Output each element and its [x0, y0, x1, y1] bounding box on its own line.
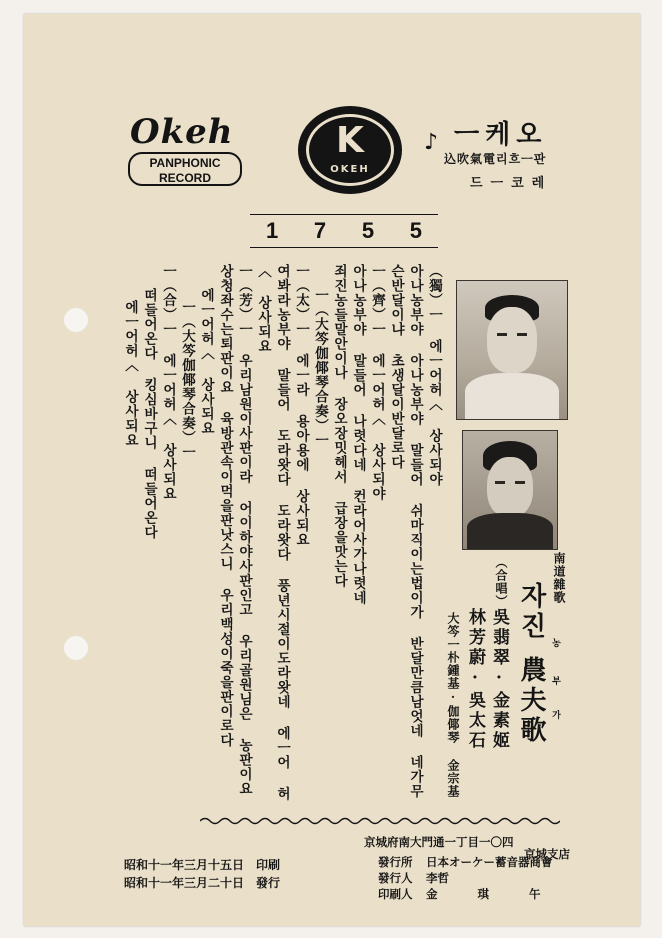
title-ruby: 농	[550, 638, 560, 648]
binder-hole-bottom	[64, 636, 88, 660]
song-title-korean: 자진	[516, 582, 546, 642]
okeh-k-emblem	[298, 106, 402, 194]
lyric-line: （獨）ㅡ 에ㅡ어허〈 상사되야	[426, 264, 442, 487]
singer-portrait-bottom	[462, 430, 558, 550]
publisher-label: 發行所	[378, 855, 413, 869]
printer-label: 印刷人	[378, 887, 413, 901]
panphonic-record-label	[128, 152, 242, 186]
singers-line-2: 林芳蔚·吳太石	[465, 608, 485, 751]
lyric-line: 아나농부야 말들어 나렷다네 컨라어사가나렷네	[350, 264, 366, 605]
lyric-line: ㅡ（齊）ㅡ 에ㅡ어허〈 상사되야	[369, 264, 385, 501]
music-note-icon: ♪	[424, 130, 439, 155]
lyric-line: 떠들어온다 킹심바구니 떠들어온다	[141, 288, 157, 540]
lyric-line: 여봐라농부야 말들어 도라왓다 도라왓다 풍년시절이도라왓네 에ㅡ어 허	[274, 264, 290, 801]
catalog-digit: 7	[313, 218, 327, 243]
record-box-line-2: RECORD	[158, 171, 211, 185]
lyric-line: ㅡ（芳）ㅡ 우리남원이사판이라 어이하야사판인고 우리골원님은 농판이요	[236, 264, 252, 796]
korean-subtitle-record: 레코ㅡ드	[470, 176, 553, 191]
emblem-letter: K	[336, 120, 364, 161]
lyric-line: 아나농부야 아나농부야 말들어 쉬마직이는법이가 반달만큼남엇네 네가무	[407, 264, 423, 799]
lyric-line: ㅡ（太）ㅡ 에ㅡ라 용아용에 상사되요	[293, 264, 309, 547]
decorative-wavy-rule	[200, 816, 560, 826]
catalog-digit: 5	[361, 218, 375, 243]
korean-subtitle-electric: 판ㅡ흐리電氣吹込	[444, 152, 547, 166]
lyric-line: ㅡ（大笒伽倻琴合奏）ㅡ	[179, 300, 195, 460]
lyric-line: 죄진농들말안이나 장오장밋헤서 급장을맛는다	[331, 264, 347, 588]
korean-brand-name: 오케ㅡ	[454, 120, 548, 150]
lyric-line: 에ㅡ어허〈 상사되요	[198, 288, 214, 436]
catalog-digit: 5	[409, 218, 422, 243]
catalog-digit: 1	[266, 218, 279, 243]
genre-label: 南道雜歌	[552, 552, 566, 604]
song-credits	[438, 552, 572, 798]
publisher-address: 京城府南大門通一丁目一〇四	[364, 835, 514, 849]
record-box-line-1: PANPHONIC	[149, 156, 221, 170]
lyric-line: 슨반달이냐 초생달이반달로다	[388, 264, 404, 470]
lyric-line: 에ㅡ어허〈 상사되요	[122, 300, 138, 448]
okeh-brand-logo: Okeh	[130, 112, 234, 152]
title-ruby: 가	[550, 710, 560, 720]
print-date-label: 印刷	[256, 858, 281, 872]
issue-date-label: 發行	[256, 876, 281, 890]
title-ruby: 부	[550, 676, 560, 686]
issuer-name: 李哲	[426, 871, 449, 885]
chorus-label: （合唱）	[494, 556, 508, 608]
lyric-line: 〈 상사되요	[255, 264, 271, 354]
catalog-rule-bottom	[250, 247, 438, 248]
branch-name: 京城支店	[524, 847, 570, 861]
lyric-line: 상청좌수는퇴판이요 육방관속이먹을판낫스니 우리백성이죽을판이로다	[217, 264, 233, 748]
issuer-label: 發行人	[378, 871, 413, 885]
catalog-number	[254, 218, 434, 244]
company-name: 日本オーケー蓄音器商會	[426, 855, 553, 869]
singer-portrait-top	[456, 280, 568, 420]
binder-hole-top	[64, 308, 88, 332]
song-title-hanja: 農夫歌	[516, 656, 546, 746]
emblem-name: OKEH	[330, 164, 370, 175]
lyric-line: ㅡ（大笒伽倻琴合奏）ㅡ	[312, 288, 328, 448]
accompaniment-credit: 大笒ㅡ朴鍾基·伽倻琴 金宗基	[446, 612, 460, 798]
printer-name: 金琪午	[426, 887, 581, 901]
issue-date: 昭和十一年三月二十日	[124, 876, 245, 890]
lyric-line: ㅡ（合）ㅡ 에ㅡ어허〈 상사되요	[160, 264, 176, 501]
print-date: 昭和十一年三月十五日	[124, 858, 245, 872]
singers-line-1: 吳翡翠·金素姬	[489, 608, 509, 751]
lyrics-block	[120, 264, 446, 801]
catalog-rule-top	[250, 214, 438, 215]
